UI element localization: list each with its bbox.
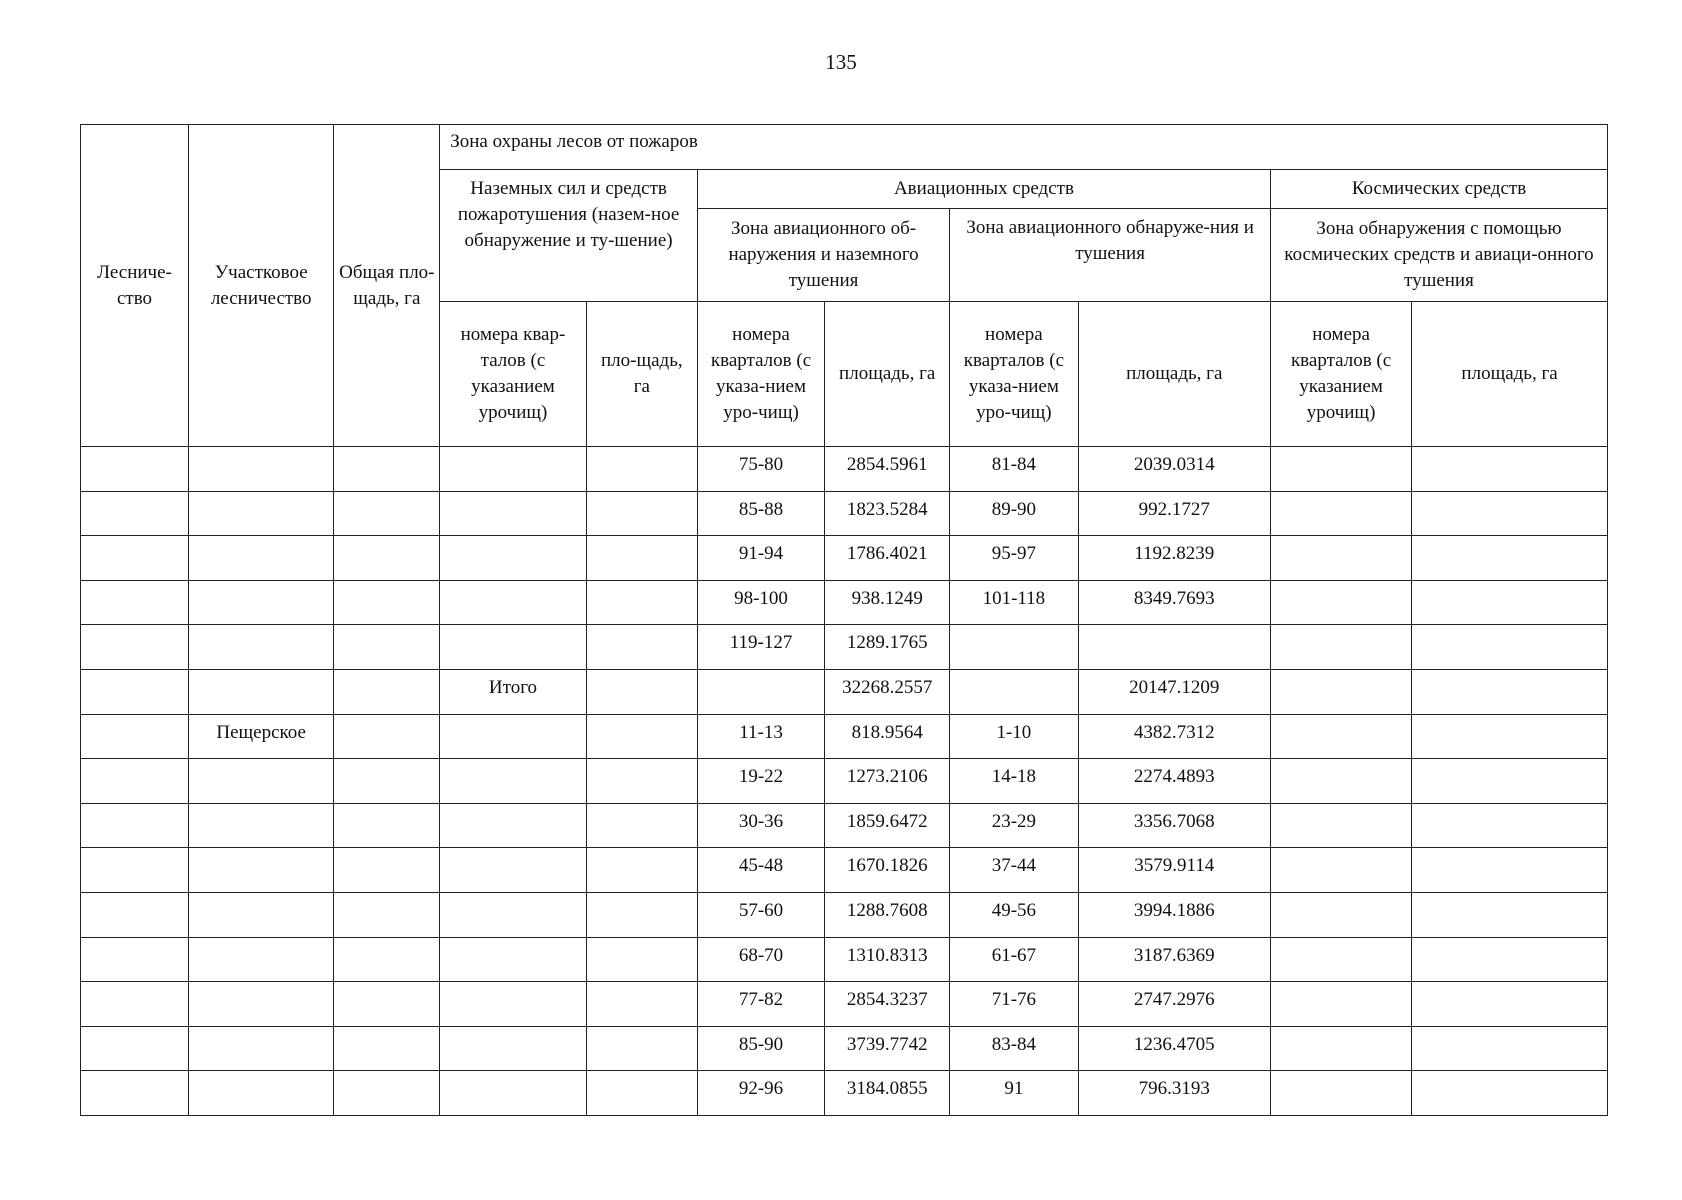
header-aviation: Авиационных средств [697,170,1270,209]
header-av-quarters: номера кварталов (с указа-нием уро-чищ) [950,302,1078,447]
header-av-area: площадь, га [1078,302,1270,447]
cell-space-quarters [1270,580,1411,625]
cell-avg-area: 818.9564 [825,714,950,759]
cell-ground-quarters [440,759,586,804]
cell-ground-quarters [440,892,586,937]
header-aviation-ground-zone: Зона авиационного об-наружения и наземного тушения [697,209,949,302]
table-row [81,580,1608,625]
cell-av-quarters: 61-67 [950,937,1078,982]
cell-space-area [1412,982,1608,1027]
header-total-area: Общая пло-щадь, га [334,125,440,447]
cell-district [188,669,333,714]
cell-forestry [81,1071,189,1116]
cell-ground-area [586,625,697,670]
cell-total-area [334,714,440,759]
cell-ground-area [586,937,697,982]
cell-ground-quarters [440,982,586,1027]
cell-avg-quarters: 98-100 [697,580,824,625]
table-row [81,1071,1608,1116]
cell-space-area [1412,759,1608,804]
cell-ground-area [586,803,697,848]
cell-avg-area: 938.1249 [825,580,950,625]
cell-av-area: 3187.6369 [1078,937,1270,982]
table-row [81,669,1608,714]
cell-space-area [1412,848,1608,893]
cell-forestry [81,714,189,759]
cell-av-quarters: 81-84 [950,447,1078,492]
cell-ground-quarters [440,937,586,982]
cell-ground-area [586,714,697,759]
cell-ground-area [586,1071,697,1116]
cell-av-area: 992.1727 [1078,491,1270,536]
cell-district [188,1071,333,1116]
header-space: Космических средств [1270,170,1607,209]
header-space-zone: Зона обнаружения с помощью космических средств и авиаци-онного тушения [1270,209,1607,302]
cell-av-area: 796.3193 [1078,1071,1270,1116]
cell-avg-quarters: 11-13 [697,714,824,759]
cell-forestry [81,982,189,1027]
cell-avg-quarters: 77-82 [697,982,824,1027]
cell-district [188,848,333,893]
cell-avg-quarters: 45-48 [697,848,824,893]
cell-av-area: 2039.0314 [1078,447,1270,492]
cell-ground-quarters [440,803,586,848]
header-ground-quarters: номера квар-талов (с указанием урочищ) [440,302,586,447]
cell-district: Пещерское [188,714,333,759]
cell-ground-area [586,848,697,893]
cell-space-area [1412,580,1608,625]
cell-avg-quarters: 85-88 [697,491,824,536]
cell-space-quarters [1270,892,1411,937]
cell-avg-quarters: 19-22 [697,759,824,804]
cell-space-area [1412,1071,1608,1116]
table-row [81,803,1608,848]
cell-avg-area: 1670.1826 [825,848,950,893]
cell-forestry [81,1026,189,1071]
cell-av-area: 1236.4705 [1078,1026,1270,1071]
header-aviation-zone: Зона авиационного обнаруже-ния и тушения [950,209,1271,302]
cell-total-area [334,536,440,581]
cell-av-quarters: 89-90 [950,491,1078,536]
table-row [81,937,1608,982]
cell-av-quarters: 23-29 [950,803,1078,848]
cell-space-area [1412,937,1608,982]
cell-total-area [334,580,440,625]
cell-avg-area: 1859.6472 [825,803,950,848]
cell-ground-area [586,1026,697,1071]
cell-avg-area: 1310.8313 [825,937,950,982]
cell-av-quarters: 71-76 [950,982,1078,1027]
cell-forestry [81,669,189,714]
cell-av-quarters: 101-118 [950,580,1078,625]
cell-space-quarters [1270,848,1411,893]
cell-space-area [1412,669,1608,714]
cell-av-quarters: 1-10 [950,714,1078,759]
cell-district [188,982,333,1027]
cell-avg-quarters: 68-70 [697,937,824,982]
cell-forestry [81,491,189,536]
cell-forestry [81,803,189,848]
cell-total-area [334,892,440,937]
cell-ground-quarters [440,625,586,670]
cell-av-quarters: 91 [950,1071,1078,1116]
cell-ground-area [586,759,697,804]
cell-av-area: 20147.1209 [1078,669,1270,714]
cell-av-quarters: 95-97 [950,536,1078,581]
cell-av-quarters: 49-56 [950,892,1078,937]
cell-district [188,625,333,670]
cell-total-area [334,759,440,804]
table-row [81,848,1608,893]
cell-forestry [81,848,189,893]
cell-ground-area [586,491,697,536]
cell-avg-area: 3184.0855 [825,1071,950,1116]
header-avg-quarters: номера кварталов (с указа-нием уро-чищ) [697,302,824,447]
cell-total-area [334,937,440,982]
cell-space-quarters [1270,669,1411,714]
cell-av-area: 3994.1886 [1078,892,1270,937]
cell-forestry [81,447,189,492]
header-district-forestry: Участковое лесничество [188,125,333,447]
page-number: 135 [825,50,857,74]
cell-total-area [334,669,440,714]
cell-avg-area: 3739.7742 [825,1026,950,1071]
cell-avg-quarters: 57-60 [697,892,824,937]
cell-ground-area [586,669,697,714]
cell-total-area [334,803,440,848]
cell-av-quarters [950,669,1078,714]
cell-total-area [334,982,440,1027]
header-ground-area: пло-щадь, га [586,302,697,447]
cell-ground-area [586,892,697,937]
cell-avg-area: 32268.2557 [825,669,950,714]
cell-av-area: 3356.7068 [1078,803,1270,848]
header-space-quarters: номера кварталов (с указанием урочищ) [1270,302,1411,447]
cell-total-area [334,1071,440,1116]
header-forestry: Лесниче-ство [81,125,189,447]
table-row [81,759,1608,804]
fire-protection-table [80,124,1608,1116]
cell-ground-quarters [440,714,586,759]
cell-district [188,447,333,492]
cell-space-area [1412,892,1608,937]
cell-space-area [1412,491,1608,536]
cell-district [188,491,333,536]
cell-forestry [81,759,189,804]
cell-avg-quarters: 85-90 [697,1026,824,1071]
cell-space-quarters [1270,937,1411,982]
cell-district [188,536,333,581]
cell-av-area [1078,625,1270,670]
cell-av-area: 8349.7693 [1078,580,1270,625]
cell-total-area [334,625,440,670]
cell-space-area [1412,803,1608,848]
table-row [81,447,1608,492]
cell-space-area [1412,714,1608,759]
table-row [81,1026,1608,1071]
cell-district [188,803,333,848]
cell-district [188,580,333,625]
cell-forestry [81,580,189,625]
cell-space-quarters [1270,803,1411,848]
cell-avg-quarters: 91-94 [697,536,824,581]
cell-space-quarters [1270,759,1411,804]
cell-av-quarters: 83-84 [950,1026,1078,1071]
cell-ground-quarters [440,491,586,536]
cell-total-area [334,848,440,893]
header-fire-zone: Зона охраны лесов от пожаров [440,125,1608,170]
cell-avg-quarters: 92-96 [697,1071,824,1116]
cell-av-area: 3579.9114 [1078,848,1270,893]
table-row [81,536,1608,581]
cell-space-quarters [1270,982,1411,1027]
cell-avg-quarters [697,669,824,714]
cell-total-area [334,491,440,536]
cell-avg-area: 2854.3237 [825,982,950,1027]
cell-av-area: 2274.4893 [1078,759,1270,804]
cell-avg-area: 1289.1765 [825,625,950,670]
header-space-area: площадь, га [1412,302,1608,447]
cell-av-area: 4382.7312 [1078,714,1270,759]
cell-ground-area [586,536,697,581]
cell-total-area [334,1026,440,1071]
cell-ground-area [586,982,697,1027]
cell-av-quarters [950,625,1078,670]
cell-district [188,1026,333,1071]
cell-ground-quarters [440,580,586,625]
cell-ground-quarters [440,848,586,893]
cell-forestry [81,937,189,982]
cell-avg-area: 1786.4021 [825,536,950,581]
table-row [81,625,1608,670]
cell-space-quarters [1270,1071,1411,1116]
cell-space-area [1412,536,1608,581]
cell-av-area: 2747.2976 [1078,982,1270,1027]
cell-district [188,759,333,804]
cell-space-quarters [1270,536,1411,581]
cell-space-area [1412,625,1608,670]
table-row [81,491,1608,536]
cell-forestry [81,625,189,670]
table-row [81,714,1608,759]
cell-ground-area [586,447,697,492]
cell-avg-area: 2854.5961 [825,447,950,492]
table-row [81,892,1608,937]
cell-space-quarters [1270,625,1411,670]
cell-ground-quarters [440,536,586,581]
cell-ground-quarters: Итого [440,669,586,714]
cell-av-area: 1192.8239 [1078,536,1270,581]
cell-forestry [81,536,189,581]
cell-avg-quarters: 75-80 [697,447,824,492]
cell-forestry [81,892,189,937]
cell-av-quarters: 37-44 [950,848,1078,893]
cell-avg-quarters: 30-36 [697,803,824,848]
cell-ground-quarters [440,447,586,492]
header-ground-forces: Наземных сил и средств пожаротушения (назем-ное обнаружение и ту-шение) [440,170,698,302]
cell-space-quarters [1270,714,1411,759]
cell-avg-area: 1273.2106 [825,759,950,804]
cell-space-quarters [1270,1026,1411,1071]
cell-avg-quarters: 119-127 [697,625,824,670]
cell-space-area [1412,447,1608,492]
cell-ground-quarters [440,1026,586,1071]
cell-district [188,892,333,937]
cell-av-quarters: 14-18 [950,759,1078,804]
cell-space-quarters [1270,447,1411,492]
cell-district [188,937,333,982]
cell-total-area [334,447,440,492]
cell-space-area [1412,1026,1608,1071]
cell-space-quarters [1270,491,1411,536]
table-row [81,982,1608,1027]
header-avg-area: площадь, га [825,302,950,447]
cell-ground-quarters [440,1071,586,1116]
cell-avg-area: 1823.5284 [825,491,950,536]
cell-ground-area [586,580,697,625]
cell-avg-area: 1288.7608 [825,892,950,937]
